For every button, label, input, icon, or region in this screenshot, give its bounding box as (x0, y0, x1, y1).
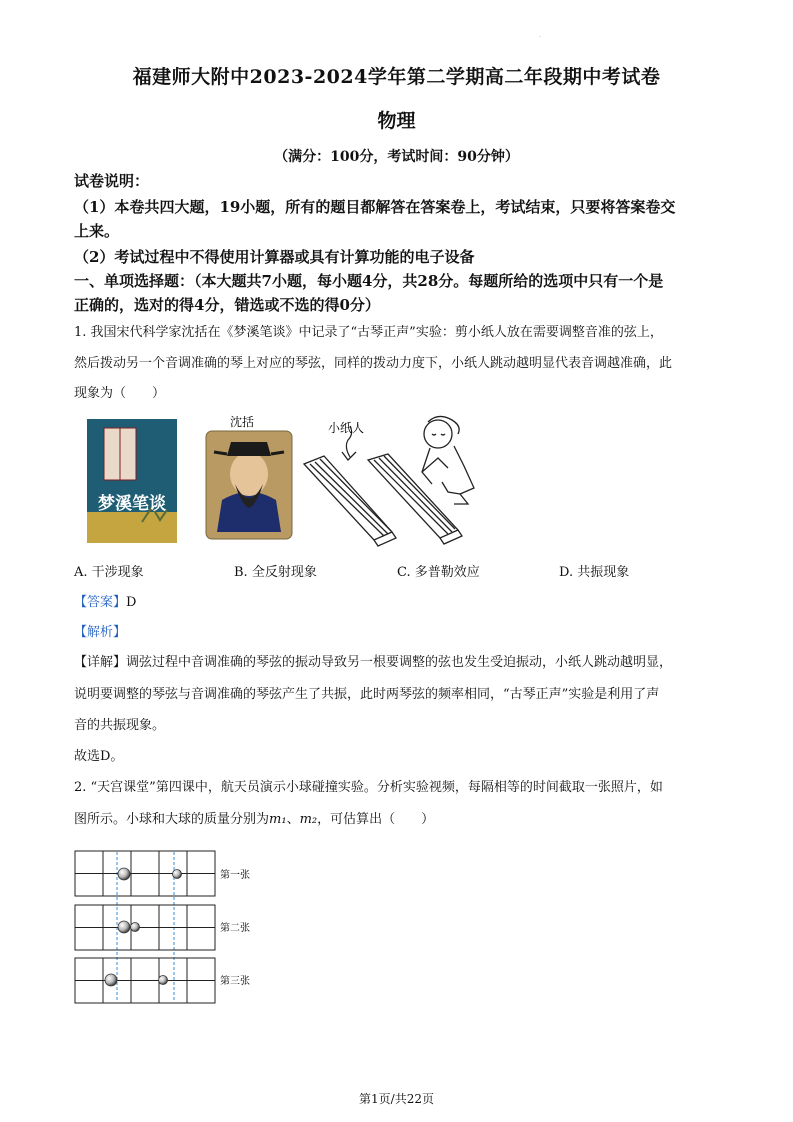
paper-man-label: 小纸人 (327, 421, 365, 435)
instruction-2: （2）考试过程中不得使用计算器或具有计算功能的电子设备 (74, 248, 475, 266)
q2-sep: 、 (286, 812, 300, 827)
q2-figure (74, 850, 294, 1005)
q1-stem-line1: 1. 我国宋代科学家沈括在《梦溪笔谈》中记录了“古琴正声”实验：剪小纸人放在需要调整音准的弦上， (74, 325, 663, 340)
player-drawing (422, 416, 474, 504)
small-ball-photo-2 (131, 923, 140, 932)
analysis-tag: 【解析】 (74, 625, 127, 640)
detail-tag: 【详解】 (74, 655, 127, 670)
small-ball-photo-1 (173, 870, 182, 879)
q1-figure-svg (82, 412, 502, 552)
q1-answer-row (74, 588, 136, 618)
q1-detail-line2: 说明要调整的琴弦与音调准确的琴弦产生了共振，此时两琴弦的频率相同，“古琴正声”实验是利用了声 (74, 687, 660, 702)
photo-label-1: 第一张 (220, 870, 250, 881)
portrait-image (206, 431, 292, 539)
exam-subject: 物理 (377, 110, 416, 132)
q2-stem-text-a: 图所示。小球和大球的质量分别为 (74, 812, 270, 827)
q2-m2: m₂ (299, 812, 318, 827)
q2-stem-text-b: ，可估算出（ ） (317, 812, 435, 827)
q1-conclusion: 故选D。 (74, 749, 124, 764)
photo-frame-3 (75, 958, 215, 1003)
exam-title: 福建师大附中2023-2024学年第二学期高二年段期中考试卷 (132, 66, 661, 88)
guqin-drawing (304, 426, 462, 546)
page-footer: 第1页/共22页 (359, 1092, 434, 1106)
q1-answer: D (126, 595, 137, 610)
book-title: 梦溪笔谈 (98, 494, 166, 514)
q1-option-b[interactable]: B. 全反射现象 (234, 565, 317, 580)
answer-tag: 【答案】 (74, 595, 127, 610)
q1-detail-line3: 音的共振现象。 (74, 718, 166, 733)
photo-frame-2 (75, 905, 215, 950)
photo-label-2: 第二张 (220, 923, 250, 934)
portrait-label: 沈括 (229, 415, 255, 429)
q1-option-c[interactable]: C. 多普勒效应 (397, 565, 480, 580)
photo-label-3: 第三张 (220, 976, 250, 987)
scan-mark: · (539, 34, 541, 41)
instructions-heading: 试卷说明： (74, 172, 150, 190)
photo-frame-1 (75, 851, 215, 896)
q2-stem-line2 (74, 805, 434, 835)
instruction-1-line2: 上来。 (74, 222, 120, 240)
big-ball-photo-2 (118, 921, 130, 933)
q1-figure (82, 412, 502, 552)
q2-stem-line1: 2. “天宫课堂”第四课中，航天员演示小球碰撞实验。分析实验视频，每隔相等的时间截取一张照片，如 (74, 780, 663, 795)
small-ball-photo-3 (159, 976, 168, 985)
exam-meta: （满分：100分，考试时间：90分钟） (274, 149, 519, 165)
section-1-heading-line2: 正确的，选对的得4分，错选或不选的得0分） (74, 296, 380, 314)
big-ball-photo-1 (118, 868, 130, 880)
q1-option-d[interactable]: D. 共振现象 (559, 565, 630, 580)
q1-stem-line2: 然后拨动另一个音调准确的琴上对应的琴弦，同样的拨动力度下，小纸人跳动越明显代表音调越准确，此 (74, 356, 673, 371)
q1-detail-text-1: 调弦过程中音调准确的琴弦的振动导致另一根要调整的弦也发生受迫振动，小纸人跳动越明显， (126, 655, 673, 670)
q2-figure-svg (74, 850, 294, 1005)
instruction-1-line1: （1）本卷共四大题，19小题，所有的题目都解答在答案卷上，考试结束，只要将答案卷交 (74, 198, 676, 216)
q1-detail-line1 (74, 648, 672, 678)
section-1-heading-line1: 一、单项选择题：（本大题共7小题，每小题4分，共28分。每题所给的选项中只有一个是 (74, 272, 664, 290)
book-cover-image (87, 419, 177, 543)
q1-stem-line3: 现象为（ ） (74, 386, 166, 401)
q1-option-a[interactable]: A. 干涉现象 (74, 565, 144, 580)
q2-m1: m₁ (269, 812, 287, 827)
big-ball-photo-3 (105, 974, 117, 986)
